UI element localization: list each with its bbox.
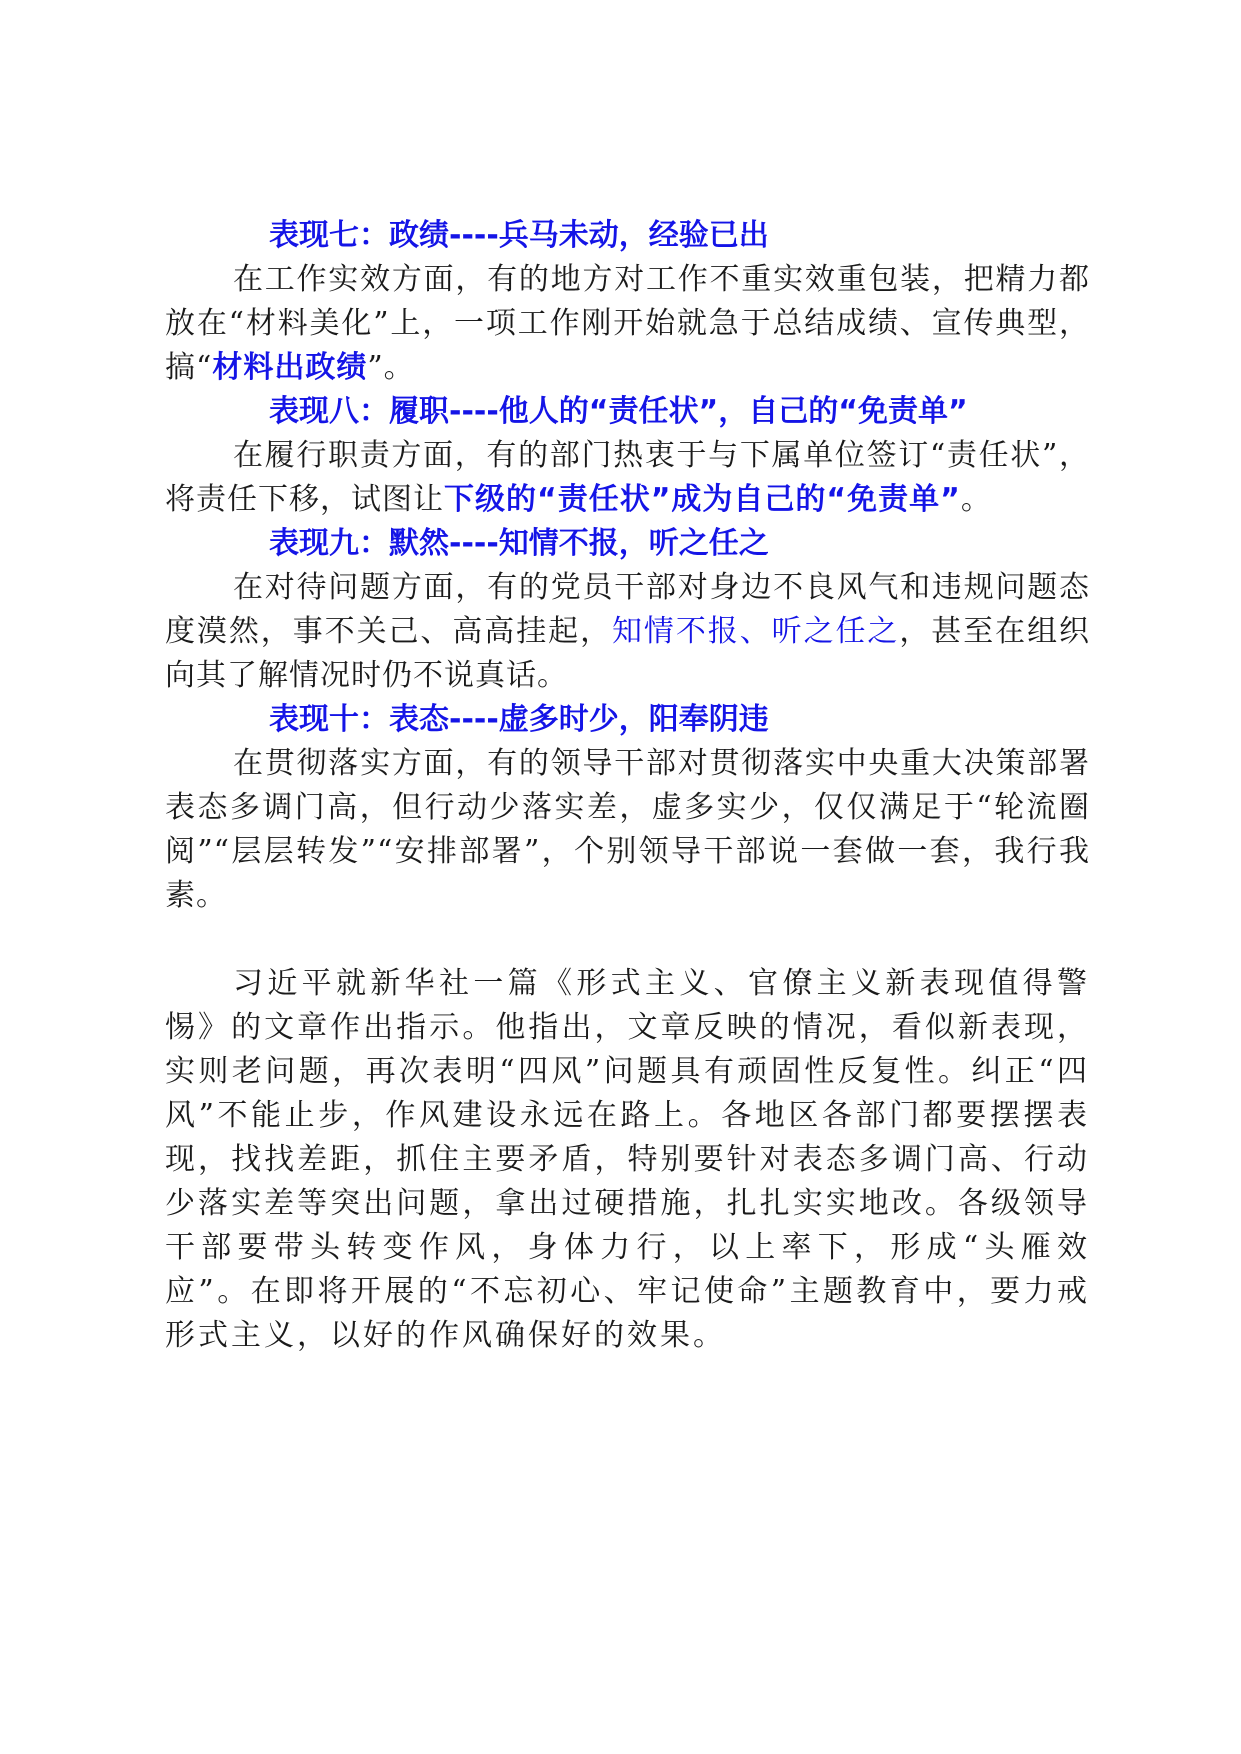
paragraph-performance-10: 在贯彻落实方面，有的领导干部对贯彻落实中央重大决策部署表态多调门高，但行动少落实差，虚多实少，仅仅满足于“轮流圈阅”“层层转发”“安排部署”，个别领导干部说一套做一套，我行我素。: [165, 746, 1090, 913]
heading-performance-10: 表现十：表态----虚多时少，阳奉阴违: [269, 702, 769, 737]
blank-line: [165, 918, 1090, 962]
document-body: [165, 214, 1090, 1358]
paragraph-text: 在对待问题方面，有的党员干部对身边不良风气和违规问题态度漠然，事不关己、高高挂起，: [165, 570, 1090, 649]
paragraph-text: 在履行职责方面，有的部门热衷于与下属单位签订“责任状”，将责任下移，试图让: [165, 438, 1090, 517]
paragraph-performance-8: [165, 434, 1090, 522]
paragraph-text: ，甚至在组织向其了解情况时仍不说真话。: [165, 614, 1091, 693]
paragraph-performance-7: [165, 258, 1090, 390]
paragraph-text: 。: [960, 482, 992, 517]
highlight-text: 材料出政绩: [212, 350, 368, 385]
highlight-text: 下级的“责任状”成为自己的“免责单”: [444, 482, 961, 517]
heading-performance-7: 表现七：政绩----兵马未动，经验已出: [269, 218, 769, 253]
paragraph-text: 在工作实效方面，有的地方对工作不重实效重包装，把精力都放在“材料美化”上，一项工作刚开始就急于总结成绩、宣传典型，搞“: [165, 262, 1090, 385]
paragraph-text: ”。: [367, 350, 415, 385]
heading-performance-9: 表现九：默然----知情不报，听之任之: [269, 526, 769, 561]
paragraph-performance-9: [165, 566, 1090, 698]
closing-paragraph: 习近平就新华社一篇《形式主义、官僚主义新表现值得警惕》的文章作出指示。他指出，文章反映的情况，看似新表现，实则老问题，再次表明“四风”问题具有顽固性反复性。纠正“四风”不能止步，作风建设永远在路上。各地区各部门都要摆摆表现，找找差距，抓住主要矛盾，特别要针对表态多调门高、行动少落实差等突出问题，拿出过硬措施，扎扎实实地改。各级领导干部要带头转变作风，身体力行，以上率下，形成“头雁效应”。在即将开展的“不忘初心、牢记使命”主题教育中，要力戒形式主义，以好的作风确保好的效果。: [165, 966, 1090, 1353]
highlight-text: 知情不报、听之任之: [612, 614, 900, 649]
heading-performance-8: 表现八：履职----他人的“责任状”，自己的“免责单”: [269, 394, 968, 429]
